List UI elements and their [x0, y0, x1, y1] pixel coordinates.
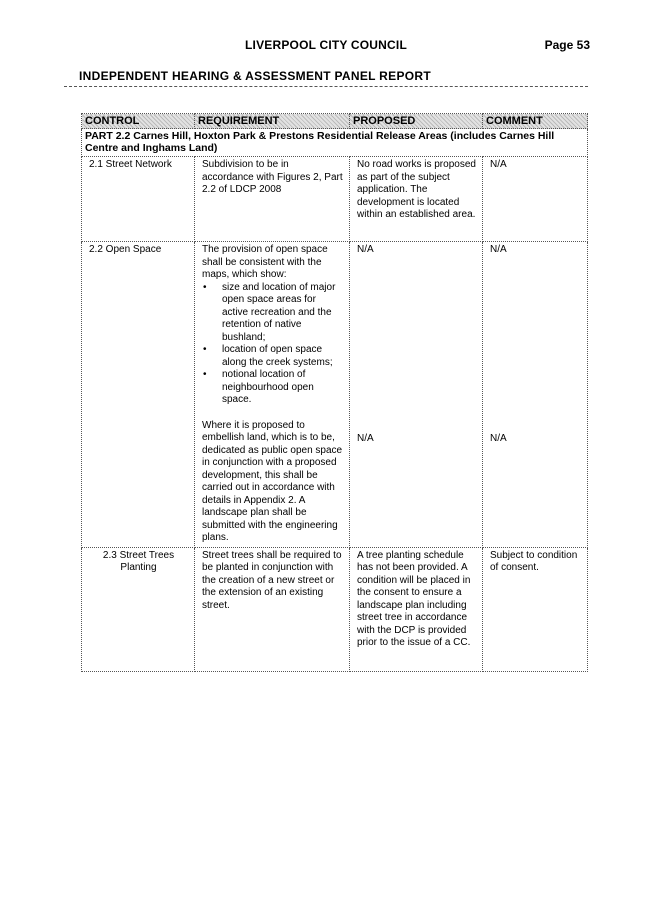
comment-value: N/A — [490, 244, 507, 255]
requirement-bullet-list — [202, 282, 343, 407]
list-item: • size and location of major open space areas for active recreation and the retention of native bushland; — [222, 282, 343, 345]
table-row — [82, 157, 588, 242]
control-cell: 2.3 Street Trees Planting — [82, 547, 195, 671]
proposed-value: N/A — [357, 432, 374, 444]
list-item: • location of open space along the creek systems; — [222, 344, 343, 369]
table-row — [82, 547, 588, 671]
proposed-cell: No road works is proposed as part of the subject application. The development is located within an established area. — [350, 157, 483, 242]
table-header-row — [82, 114, 588, 129]
control-cell: 2.1 Street Network — [82, 157, 195, 242]
column-header-comment: COMMENT — [483, 114, 588, 129]
requirement-cell: Street trees shall be required to be planted in conjunction with the creation of a new street or the extension of an existing street. — [195, 547, 350, 671]
section-heading: PART 2.2 Carnes Hill, Hoxton Park & Prestons Residential Release Areas (includes Carnes Hill Centre and Inghams Land) — [82, 129, 588, 157]
comment-cell: N/A — [483, 157, 588, 242]
report-title: INDEPENDENT HEARING & ASSESSMENT PANEL REPORT — [79, 69, 431, 83]
table-row — [82, 242, 588, 548]
comment-cell: Subject to condition of consent. — [483, 547, 588, 671]
comment-cell — [483, 242, 588, 548]
list-item: • notional location of neighbourhood open space. — [222, 369, 343, 407]
proposed-value: N/A — [357, 244, 374, 255]
requirement-paragraph: Where it is proposed to embellish land, which is to be, dedicated as public open space in conjunction with a proposed development, this shall be carried out in accordance with details in Appendix 2. A landscape plan shall be submitted with the engineering plans. — [202, 419, 343, 543]
proposed-cell: A tree planting schedule has not been provided. A condition will be placed in the consent to ensure a landscape plan including street tree in accordance with the DCP is provided prior to the issue of a CC. — [350, 547, 483, 671]
header-divider — [64, 86, 588, 87]
comment-value: N/A — [490, 432, 507, 444]
column-header-control: CONTROL — [82, 114, 195, 129]
column-header-proposed: PROPOSED — [350, 114, 483, 129]
control-cell: 2.2 Open Space — [82, 242, 195, 548]
page-number: Page 53 — [544, 38, 590, 52]
organisation-name: LIVERPOOL CITY COUNCIL — [245, 38, 407, 52]
requirement-cell — [195, 242, 350, 548]
requirement-cell: Subdivision to be in accordance with Figures 2, Part 2.2 of LDCP 2008 — [195, 157, 350, 242]
compliance-table — [81, 113, 588, 672]
proposed-cell — [350, 242, 483, 548]
requirement-intro: The provision of open space shall be consistent with the maps, which show: — [202, 244, 328, 280]
section-heading-row — [82, 129, 588, 157]
column-header-requirement: REQUIREMENT — [195, 114, 350, 129]
